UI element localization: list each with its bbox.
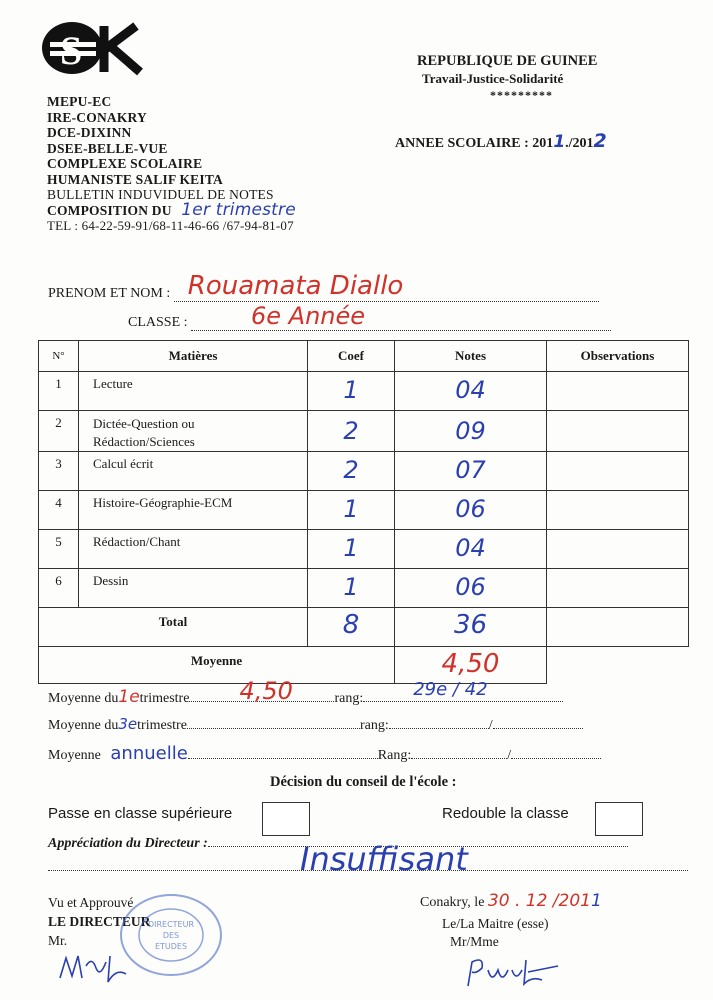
table-row [39, 452, 689, 491]
student-name-value: Rouamata Diallo [187, 271, 404, 301]
header-line: BULLETIN INDUVIDUEL DE NOTES [47, 187, 274, 202]
rang-value: / [507, 748, 512, 763]
cell-coef: 1 [308, 569, 395, 608]
table-row [39, 569, 689, 608]
grades-table [38, 340, 689, 684]
repeat-checkbox[interactable] [595, 802, 643, 836]
cell-subject: Dictée-Question ou Rédaction/Sciences [79, 411, 308, 452]
student-class-label: CLASSE : [128, 315, 188, 330]
cell-note: 04 [395, 372, 547, 411]
table-row [39, 372, 689, 411]
cell-observation [547, 608, 689, 647]
average-row-1 [48, 677, 563, 707]
total-row [39, 608, 689, 647]
cell-coef: 1 [308, 530, 395, 569]
directeur-mr: Mr. [48, 933, 68, 948]
cell-no: 5 [39, 530, 79, 569]
cell-note: 06 [395, 569, 547, 608]
cell-note: 04 [395, 530, 547, 569]
cell-coef: 2 [308, 452, 395, 491]
cell-no: 2 [39, 411, 79, 452]
cell-observation [547, 530, 689, 569]
svg-text:DES: DES [162, 931, 180, 940]
cell-observation [547, 452, 689, 491]
student-name-row [48, 271, 599, 302]
cell-observation [547, 491, 689, 530]
cell-subject: Rédaction/Chant [79, 530, 308, 569]
average-label-b: trimestre [139, 691, 190, 706]
tel-line: TEL : 64-22-59-91/68-11-46-66 /67-94-81-07 [47, 218, 294, 233]
average-term-hand: 3e [118, 715, 138, 733]
maitre-mr-mme: Mr/Mme [450, 934, 499, 949]
directeur-label: LE DIRECTEUR [48, 914, 151, 929]
appreciation-value: Insuffisant [300, 840, 468, 878]
cell-observation [547, 372, 689, 411]
promote-label: Passe en classe supérieure [48, 805, 233, 822]
col-header-observations: Observations [547, 341, 689, 372]
col-header-notes: Notes [395, 341, 547, 372]
republic-motto: Travail-Justice-Solidarité [422, 71, 564, 86]
header-line: MEPU-EC [47, 94, 112, 109]
cell-subject: Lecture [79, 372, 308, 411]
average-label-b: trimestre [137, 718, 187, 733]
average-row-2 [48, 715, 583, 734]
cell-note: 09 [395, 411, 547, 452]
school-year [395, 130, 607, 152]
col-header-no: N° [39, 341, 79, 372]
school-year-hand2: 2 [593, 130, 607, 152]
cell-observation [547, 411, 689, 452]
composition-label: COMPOSITION DU [47, 202, 172, 218]
average-term-hand: 1e [118, 687, 140, 707]
table-row [39, 491, 689, 530]
republic-stars: ********* [490, 88, 553, 102]
student-class-row [128, 302, 611, 331]
cell-no: 6 [39, 569, 79, 608]
svg-text:DIRECTEUR: DIRECTEUR [147, 920, 195, 929]
republic-title: REPUBLIQUE DE GUINEE [417, 53, 598, 69]
cell-no: 3 [39, 452, 79, 491]
appreciation-line-2 [48, 870, 688, 871]
rang-label: rang: [359, 718, 389, 733]
header-block [47, 94, 296, 234]
school-year-sep: ./201 [565, 136, 594, 151]
rang-value: 29e / 42 [413, 679, 488, 700]
cell-subject: Histoire-Géographie-ECM [79, 491, 308, 530]
moyenne-value: 4,50 [395, 647, 547, 684]
student-class-value: 6e Année [251, 302, 366, 330]
cell-no: 1 [39, 372, 79, 411]
cell-coef: 2 [308, 411, 395, 452]
school-year-label: ANNEE SCOLAIRE : 201 [395, 136, 554, 151]
col-header-coef: Coef [308, 341, 395, 372]
cell-subject: Calcul écrit [79, 452, 308, 491]
student-name-label: PRENOM ET NOM : [48, 286, 171, 301]
average-row-3 [48, 743, 601, 764]
average-label: Moyenne [48, 748, 101, 763]
average-label: Moyenne du [48, 691, 119, 706]
date-hand: 30 . 12 /201 [487, 891, 591, 911]
header-line: DSEE-BELLE-VUE [47, 140, 168, 156]
teacher-signature [462, 950, 572, 995]
rang-label: Rang: [377, 748, 412, 763]
cell-note: 07 [395, 452, 547, 491]
place-date [420, 891, 602, 911]
school-year-hand1: 1 [553, 132, 566, 152]
header-line: HUMANISTE SALIF KEITA [47, 171, 223, 187]
table-header-row [39, 341, 689, 372]
total-coef: 8 [308, 608, 395, 647]
maitre-label: Le/La Maitre (esse) [442, 916, 549, 931]
rang-label: rang: [334, 691, 364, 706]
total-note: 36 [395, 608, 547, 647]
table-row [39, 530, 689, 569]
svg-text:ETUDES: ETUDES [154, 942, 188, 951]
cell-coef: 1 [308, 372, 395, 411]
date-end: 1 [590, 891, 602, 911]
appreciation-label: Appréciation du Directeur : [48, 836, 208, 851]
vu-approuve: Vu et Approuvé [48, 895, 134, 910]
cell-subject: Dessin [79, 569, 308, 608]
col-header-subject: Matières [79, 341, 308, 372]
header-line: DCE-DIXINN [47, 125, 132, 140]
place-label: Conakry, le [420, 895, 485, 910]
moyenne-row [39, 647, 689, 684]
svg-text:S: S [60, 28, 83, 73]
cell-note: 06 [395, 491, 547, 530]
average-label: Moyenne du [48, 718, 119, 733]
cell-observation [547, 569, 689, 608]
header-line: IRE-CONAKRY [47, 109, 147, 125]
rang-value: / [488, 718, 493, 733]
composition-value: 1er trimestre [181, 199, 296, 220]
director-signature [56, 948, 136, 993]
cell-coef: 1 [308, 491, 395, 530]
cell-no: 4 [39, 491, 79, 530]
average-value: 4,50 [239, 677, 293, 705]
school-logo [40, 20, 148, 81]
decision-title: Décision du conseil de l'école : [270, 774, 457, 790]
header-line: COMPLEXE SCOLAIRE [47, 156, 203, 171]
promote-checkbox[interactable] [262, 802, 310, 836]
table-row [39, 411, 689, 452]
average-term-hand: annuelle [110, 743, 188, 764]
moyenne-label: Moyenne [39, 647, 395, 684]
total-label: Total [39, 608, 308, 647]
repeat-label: Redouble la classe [442, 805, 569, 822]
